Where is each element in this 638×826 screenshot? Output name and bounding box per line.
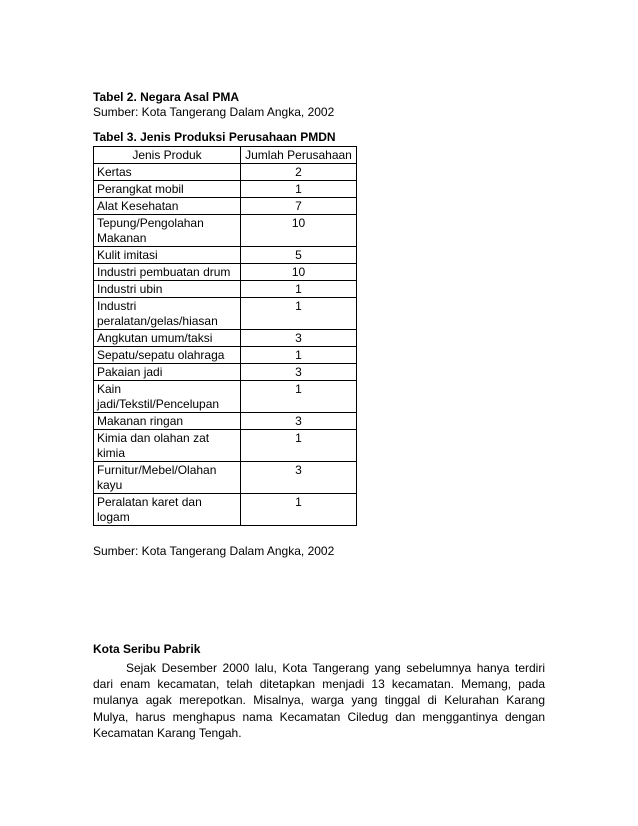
count-cell: 3	[241, 364, 357, 381]
count-cell: 3	[241, 462, 357, 494]
product-cell: Alat Kesehatan	[94, 198, 241, 215]
section-paragraph: Sejak Desember 2000 lalu, Kota Tangerang yang sebelumnya hanya terdiri dari enam kecamatan, telah ditetapkan menjadi 13 kecamatan. Memang, pada mulanya agak merepotkan. Misalnya, warga yang tinggal di Kelurahan Karang Mulya, harus menghapus nama Kecamatan Ciledug dan menggantinya dengan Kecamatan Karang Tengah.	[93, 661, 545, 740]
table3-source: Sumber: Kota Tangerang Dalam Angka, 2002	[93, 544, 335, 558]
table-row	[94, 364, 357, 381]
table-row	[94, 430, 357, 462]
table-row	[94, 381, 357, 413]
count-cell: 1	[241, 298, 357, 330]
table-row	[94, 462, 357, 494]
product-cell: Kain jadi/Tekstil/Pencelupan	[94, 381, 241, 413]
product-cell: Furnitur/Mebel/Olahan kayu	[94, 462, 241, 494]
header-count: Jumlah Perusahaan	[241, 147, 357, 164]
table-row	[94, 298, 357, 330]
product-cell: Industri peralatan/gelas/hiasan	[94, 298, 241, 330]
table-row	[94, 215, 357, 247]
table3-caption: Tabel 3. Jenis Produksi Perusahaan PMDN	[93, 130, 336, 144]
product-cell: Peralatan karet dan logam	[94, 494, 241, 526]
count-cell: 1	[241, 281, 357, 298]
count-cell: 2	[241, 164, 357, 181]
count-cell: 3	[241, 413, 357, 430]
product-cell: Sepatu/sepatu olahraga	[94, 347, 241, 364]
count-cell: 3	[241, 330, 357, 347]
table-row	[94, 330, 357, 347]
section-title: Kota Seribu Pabrik	[93, 642, 201, 656]
section-body	[93, 660, 545, 741]
product-cell: Kimia dan olahan zat kimia	[94, 430, 241, 462]
table-header-row	[94, 147, 357, 164]
product-cell: Pakaian jadi	[94, 364, 241, 381]
product-cell: Industri ubin	[94, 281, 241, 298]
product-cell: Angkutan umum/taksi	[94, 330, 241, 347]
product-cell: Kertas	[94, 164, 241, 181]
count-cell: 1	[241, 381, 357, 413]
table-row	[94, 494, 357, 526]
header-product: Jenis Produk	[94, 147, 241, 164]
table-row	[94, 347, 357, 364]
table-row	[94, 198, 357, 215]
count-cell: 1	[241, 347, 357, 364]
product-cell: Kulit imitasi	[94, 247, 241, 264]
count-cell: 10	[241, 215, 357, 247]
product-cell: Makanan ringan	[94, 413, 241, 430]
count-cell: 1	[241, 494, 357, 526]
product-cell: Tepung/Pengolahan Makanan	[94, 215, 241, 247]
count-cell: 7	[241, 198, 357, 215]
product-table	[93, 146, 357, 526]
count-cell: 1	[241, 181, 357, 198]
table-row	[94, 413, 357, 430]
table-row	[94, 247, 357, 264]
table-row	[94, 164, 357, 181]
product-cell: Industri pembuatan drum	[94, 264, 241, 281]
table2-source: Sumber: Kota Tangerang Dalam Angka, 2002	[93, 105, 335, 119]
table-row	[94, 281, 357, 298]
count-cell: 5	[241, 247, 357, 264]
count-cell: 10	[241, 264, 357, 281]
product-cell: Perangkat mobil	[94, 181, 241, 198]
table-row	[94, 181, 357, 198]
count-cell: 1	[241, 430, 357, 462]
table2-caption: Tabel 2. Negara Asal PMA	[93, 90, 240, 104]
table-row	[94, 264, 357, 281]
